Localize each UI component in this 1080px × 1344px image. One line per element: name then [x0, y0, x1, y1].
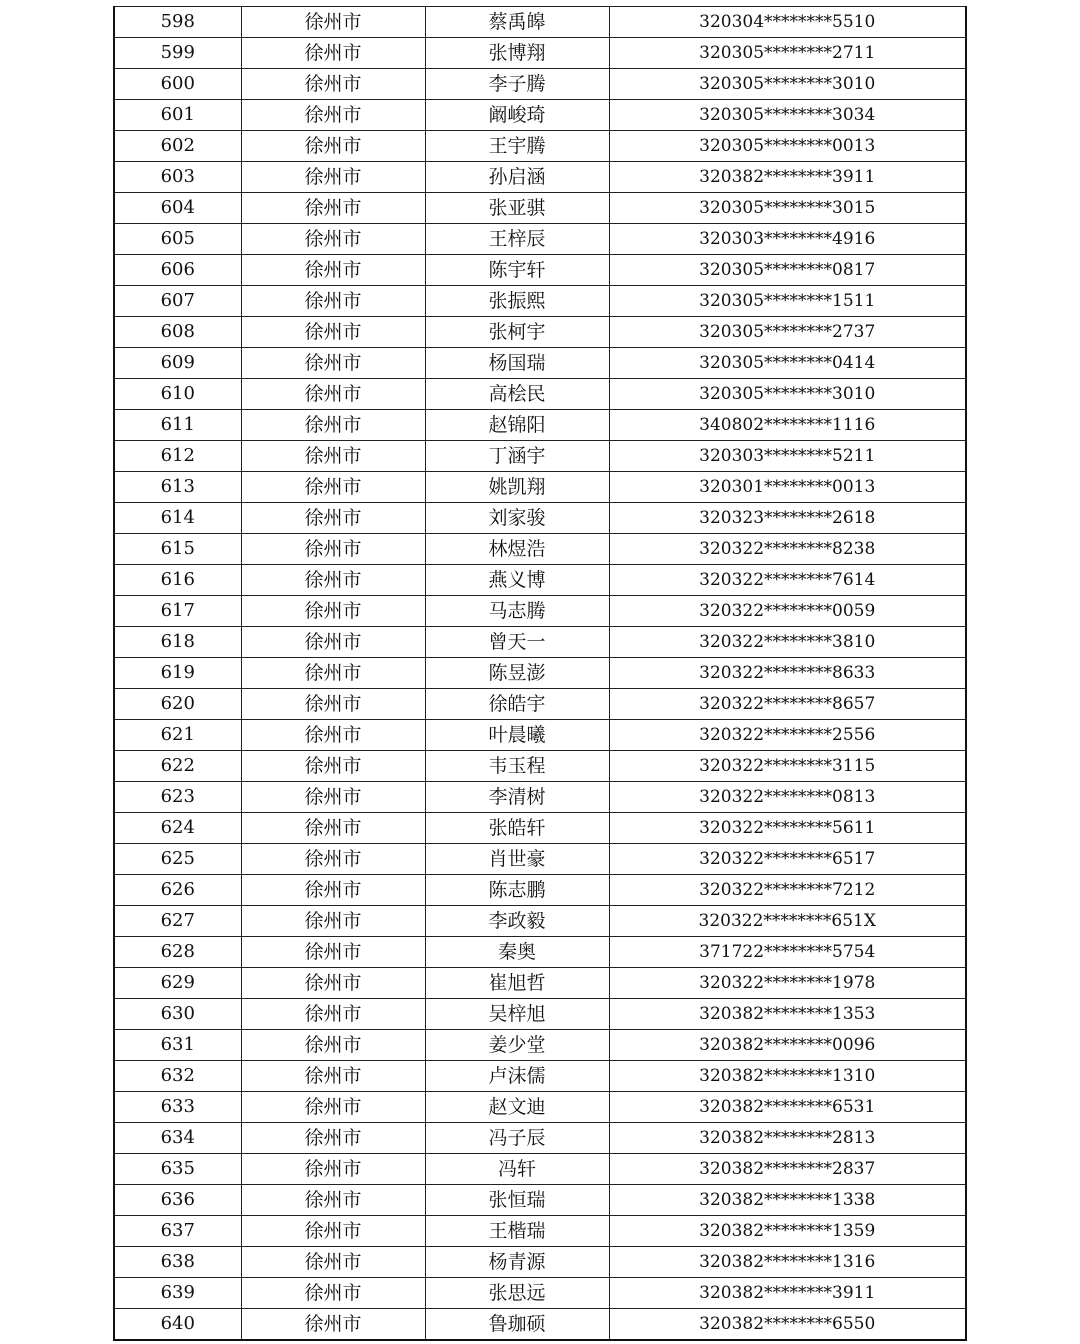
id-number-cell: 320301********0013: [609, 472, 966, 503]
table-row: [114, 689, 966, 720]
person-name-cell: 李子腾: [425, 69, 609, 100]
serial-number-cell: 633: [114, 1092, 241, 1123]
id-number-cell: 320322********651X: [609, 906, 966, 937]
serial-number-cell: 619: [114, 658, 241, 689]
id-number-cell: 320322********8238: [609, 534, 966, 565]
city-cell: 徐州市: [241, 503, 425, 534]
table-row: [114, 410, 966, 441]
serial-number-cell: 626: [114, 875, 241, 906]
id-number-cell: 320322********3810: [609, 627, 966, 658]
table-row: [114, 658, 966, 689]
city-cell: 徐州市: [241, 1185, 425, 1216]
serial-number-cell: 608: [114, 317, 241, 348]
serial-number-cell: 613: [114, 472, 241, 503]
city-cell: 徐州市: [241, 968, 425, 999]
person-name-cell: 叶晨曦: [425, 720, 609, 751]
table-row: [114, 69, 966, 100]
table-row: [114, 906, 966, 937]
id-number-cell: 320382********2837: [609, 1154, 966, 1185]
city-cell: 徐州市: [241, 348, 425, 379]
person-name-cell: 张博翔: [425, 38, 609, 69]
id-number-cell: 320382********3911: [609, 1278, 966, 1309]
city-cell: 徐州市: [241, 441, 425, 472]
serial-number-cell: 629: [114, 968, 241, 999]
id-number-cell: 320322********2556: [609, 720, 966, 751]
city-cell: 徐州市: [241, 1123, 425, 1154]
id-number-cell: 320382********3911: [609, 162, 966, 193]
id-number-cell: 320322********7212: [609, 875, 966, 906]
table-row: [114, 286, 966, 317]
person-name-cell: 赵文迪: [425, 1092, 609, 1123]
id-number-cell: 320323********2618: [609, 503, 966, 534]
person-name-cell: 崔旭哲: [425, 968, 609, 999]
serial-number-cell: 638: [114, 1247, 241, 1278]
person-name-cell: 肖世豪: [425, 844, 609, 875]
person-name-cell: 王楷瑞: [425, 1216, 609, 1247]
city-cell: 徐州市: [241, 844, 425, 875]
table-row: [114, 38, 966, 69]
serial-number-cell: 636: [114, 1185, 241, 1216]
table-row: [114, 999, 966, 1030]
person-name-cell: 杨国瑞: [425, 348, 609, 379]
city-cell: 徐州市: [241, 906, 425, 937]
person-name-cell: 燕义博: [425, 565, 609, 596]
serial-number-cell: 620: [114, 689, 241, 720]
id-number-cell: 320322********6517: [609, 844, 966, 875]
serial-number-cell: 612: [114, 441, 241, 472]
person-name-cell: 张柯宇: [425, 317, 609, 348]
serial-number-cell: 603: [114, 162, 241, 193]
city-cell: 徐州市: [241, 7, 425, 38]
city-cell: 徐州市: [241, 38, 425, 69]
table-row: [114, 348, 966, 379]
serial-number-cell: 624: [114, 813, 241, 844]
table-row: [114, 7, 966, 38]
table-row: [114, 751, 966, 782]
id-number-cell: 320305********0013: [609, 131, 966, 162]
serial-number-cell: 637: [114, 1216, 241, 1247]
serial-number-cell: 609: [114, 348, 241, 379]
id-number-cell: 320305********3034: [609, 100, 966, 131]
table-row: [114, 1123, 966, 1154]
city-cell: 徐州市: [241, 1061, 425, 1092]
city-cell: 徐州市: [241, 875, 425, 906]
serial-number-cell: 601: [114, 100, 241, 131]
person-name-cell: 高桧民: [425, 379, 609, 410]
id-number-cell: 320303********5211: [609, 441, 966, 472]
person-name-cell: 冯轩: [425, 1154, 609, 1185]
id-number-cell: 320382********1359: [609, 1216, 966, 1247]
person-name-cell: 杨青源: [425, 1247, 609, 1278]
person-name-cell: 王梓辰: [425, 224, 609, 255]
city-cell: 徐州市: [241, 1309, 425, 1341]
person-name-cell: 王宇腾: [425, 131, 609, 162]
city-cell: 徐州市: [241, 131, 425, 162]
table-row: [114, 503, 966, 534]
table-row: [114, 782, 966, 813]
person-name-cell: 李清树: [425, 782, 609, 813]
city-cell: 徐州市: [241, 658, 425, 689]
serial-number-cell: 611: [114, 410, 241, 441]
person-name-cell: 孙启涵: [425, 162, 609, 193]
id-number-cell: 371722********5754: [609, 937, 966, 968]
serial-number-cell: 630: [114, 999, 241, 1030]
id-number-cell: 320382********1338: [609, 1185, 966, 1216]
serial-number-cell: 628: [114, 937, 241, 968]
table-row: [114, 1030, 966, 1061]
table-row: [114, 534, 966, 565]
serial-number-cell: 625: [114, 844, 241, 875]
table-row: [114, 627, 966, 658]
serial-number-cell: 618: [114, 627, 241, 658]
serial-number-cell: 632: [114, 1061, 241, 1092]
city-cell: 徐州市: [241, 224, 425, 255]
city-cell: 徐州市: [241, 813, 425, 844]
id-number-cell: 320322********1978: [609, 968, 966, 999]
table-row: [114, 565, 966, 596]
city-cell: 徐州市: [241, 534, 425, 565]
city-cell: 徐州市: [241, 255, 425, 286]
table-row: [114, 193, 966, 224]
person-name-cell: 张亚骐: [425, 193, 609, 224]
city-cell: 徐州市: [241, 1247, 425, 1278]
serial-number-cell: 631: [114, 1030, 241, 1061]
city-cell: 徐州市: [241, 1278, 425, 1309]
serial-number-cell: 622: [114, 751, 241, 782]
id-number-cell: 320322********0059: [609, 596, 966, 627]
person-name-cell: 张振熙: [425, 286, 609, 317]
id-number-cell: 340802********1116: [609, 410, 966, 441]
city-cell: 徐州市: [241, 937, 425, 968]
serial-number-cell: 617: [114, 596, 241, 627]
table-row: [114, 968, 966, 999]
table-row: [114, 875, 966, 906]
id-number-cell: 320305********0817: [609, 255, 966, 286]
table-row: [114, 162, 966, 193]
id-number-cell: 320305********3010: [609, 379, 966, 410]
table-row: [114, 317, 966, 348]
city-cell: 徐州市: [241, 1216, 425, 1247]
id-number-cell: 320382********2813: [609, 1123, 966, 1154]
person-name-cell: 徐皓宇: [425, 689, 609, 720]
city-cell: 徐州市: [241, 100, 425, 131]
id-number-cell: 320305********2737: [609, 317, 966, 348]
serial-number-cell: 634: [114, 1123, 241, 1154]
person-name-cell: 阚峻琦: [425, 100, 609, 131]
city-cell: 徐州市: [241, 317, 425, 348]
serial-number-cell: 602: [114, 131, 241, 162]
city-cell: 徐州市: [241, 627, 425, 658]
id-number-cell: 320305********2711: [609, 38, 966, 69]
table-row: [114, 1061, 966, 1092]
city-cell: 徐州市: [241, 1154, 425, 1185]
city-cell: 徐州市: [241, 472, 425, 503]
person-name-cell: 曾天一: [425, 627, 609, 658]
city-cell: 徐州市: [241, 720, 425, 751]
serial-number-cell: 607: [114, 286, 241, 317]
person-name-cell: 吴梓旭: [425, 999, 609, 1030]
id-number-cell: 320304********5510: [609, 7, 966, 38]
serial-number-cell: 635: [114, 1154, 241, 1185]
person-name-cell: 赵锦阳: [425, 410, 609, 441]
table-row: [114, 441, 966, 472]
person-name-cell: 秦奥: [425, 937, 609, 968]
city-cell: 徐州市: [241, 999, 425, 1030]
id-number-cell: 320322********5611: [609, 813, 966, 844]
city-cell: 徐州市: [241, 1092, 425, 1123]
table-row: [114, 813, 966, 844]
person-name-cell: 丁涵宇: [425, 441, 609, 472]
table-row: [114, 1278, 966, 1309]
serial-number-cell: 610: [114, 379, 241, 410]
serial-number-cell: 614: [114, 503, 241, 534]
city-cell: 徐州市: [241, 69, 425, 100]
city-cell: 徐州市: [241, 782, 425, 813]
serial-number-cell: 615: [114, 534, 241, 565]
person-name-cell: 马志腾: [425, 596, 609, 627]
city-cell: 徐州市: [241, 596, 425, 627]
person-name-cell: 张皓轩: [425, 813, 609, 844]
table-row: [114, 1154, 966, 1185]
id-number-cell: 320305********3015: [609, 193, 966, 224]
city-cell: 徐州市: [241, 689, 425, 720]
id-number-cell: 320382********6531: [609, 1092, 966, 1123]
table-row: [114, 131, 966, 162]
person-name-cell: 陈昱澎: [425, 658, 609, 689]
table-row: [114, 844, 966, 875]
serial-number-cell: 616: [114, 565, 241, 596]
serial-number-cell: 606: [114, 255, 241, 286]
serial-number-cell: 640: [114, 1309, 241, 1341]
id-number-cell: 320382********1310: [609, 1061, 966, 1092]
city-cell: 徐州市: [241, 193, 425, 224]
id-number-cell: 320322********8633: [609, 658, 966, 689]
id-number-cell: 320322********8657: [609, 689, 966, 720]
city-cell: 徐州市: [241, 162, 425, 193]
roster-body: [114, 7, 966, 1341]
table-row: [114, 379, 966, 410]
serial-number-cell: 627: [114, 906, 241, 937]
table-row: [114, 1216, 966, 1247]
id-number-cell: 320305********0414: [609, 348, 966, 379]
table-row: [114, 1309, 966, 1341]
id-number-cell: 320322********3115: [609, 751, 966, 782]
city-cell: 徐州市: [241, 286, 425, 317]
table-row: [114, 224, 966, 255]
person-name-cell: 韦玉程: [425, 751, 609, 782]
id-number-cell: 320382********0096: [609, 1030, 966, 1061]
id-number-cell: 320322********0813: [609, 782, 966, 813]
person-name-cell: 姚凯翔: [425, 472, 609, 503]
person-name-cell: 林煜浩: [425, 534, 609, 565]
id-number-cell: 320305********3010: [609, 69, 966, 100]
id-number-cell: 320382********1316: [609, 1247, 966, 1278]
serial-number-cell: 598: [114, 7, 241, 38]
table-row: [114, 472, 966, 503]
table-row: [114, 1247, 966, 1278]
person-name-cell: 蔡禹皞: [425, 7, 609, 38]
person-name-cell: 陈志鹏: [425, 875, 609, 906]
id-number-cell: 320382********1353: [609, 999, 966, 1030]
table-row: [114, 1185, 966, 1216]
person-name-cell: 刘家骏: [425, 503, 609, 534]
serial-number-cell: 639: [114, 1278, 241, 1309]
city-cell: 徐州市: [241, 565, 425, 596]
person-name-cell: 陈宇轩: [425, 255, 609, 286]
city-cell: 徐州市: [241, 1030, 425, 1061]
table-row: [114, 255, 966, 286]
id-number-cell: 320322********7614: [609, 565, 966, 596]
serial-number-cell: 605: [114, 224, 241, 255]
city-cell: 徐州市: [241, 379, 425, 410]
table-row: [114, 1092, 966, 1123]
serial-number-cell: 621: [114, 720, 241, 751]
city-cell: 徐州市: [241, 751, 425, 782]
table-row: [114, 100, 966, 131]
roster-table: [113, 6, 967, 1341]
person-name-cell: 张恒瑞: [425, 1185, 609, 1216]
serial-number-cell: 599: [114, 38, 241, 69]
person-name-cell: 冯子辰: [425, 1123, 609, 1154]
person-name-cell: 李政毅: [425, 906, 609, 937]
person-name-cell: 卢沫儒: [425, 1061, 609, 1092]
id-number-cell: 320305********1511: [609, 286, 966, 317]
serial-number-cell: 604: [114, 193, 241, 224]
table-row: [114, 720, 966, 751]
table-row: [114, 937, 966, 968]
serial-number-cell: 600: [114, 69, 241, 100]
id-number-cell: 320303********4916: [609, 224, 966, 255]
person-name-cell: 张思远: [425, 1278, 609, 1309]
serial-number-cell: 623: [114, 782, 241, 813]
person-name-cell: 鲁珈硕: [425, 1309, 609, 1341]
table-row: [114, 596, 966, 627]
id-number-cell: 320382********6550: [609, 1309, 966, 1341]
person-name-cell: 姜少堂: [425, 1030, 609, 1061]
city-cell: 徐州市: [241, 410, 425, 441]
